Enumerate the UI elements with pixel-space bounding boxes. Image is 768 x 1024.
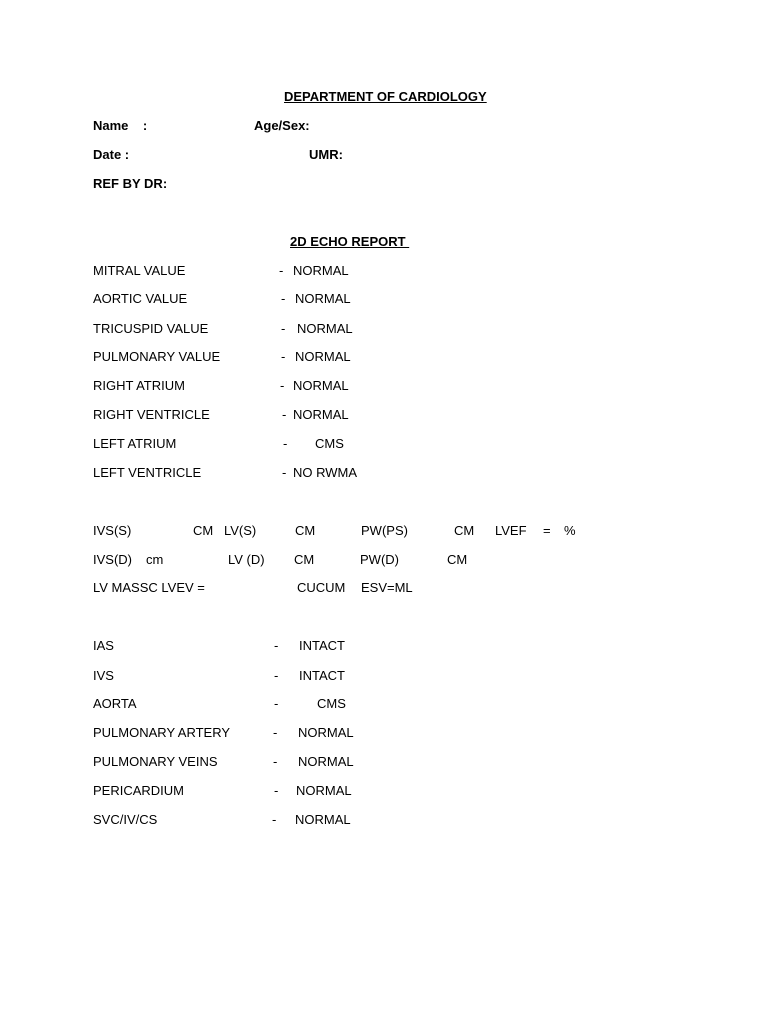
valve-dash: - <box>282 465 287 480</box>
structure-value: NORMAL <box>295 812 351 827</box>
esv-label: ESV=ML <box>361 580 413 595</box>
ivs-d-label: IVS(D) <box>93 552 132 567</box>
valve-value: NORMAL <box>297 321 353 336</box>
structure-dash: - <box>274 638 279 653</box>
umr-label: UMR: <box>309 147 343 162</box>
valve-dash: - <box>282 407 287 422</box>
valve-dash: - <box>279 263 284 278</box>
ref-by-dr-label: REF BY DR: <box>93 176 168 191</box>
structure-value: NORMAL <box>298 754 354 769</box>
lvef-label: LVEF <box>495 523 527 538</box>
structure-label: IVS <box>93 668 114 683</box>
valve-label: LEFT ATRIUM <box>93 436 177 451</box>
valve-label: LEFT VENTRICLE <box>93 465 202 480</box>
valve-dash: - <box>281 291 286 306</box>
structure-dash: - <box>274 783 279 798</box>
valve-value: NORMAL <box>295 291 351 306</box>
valve-label: PULMONARY VALUE <box>93 349 221 364</box>
valve-label: AORTIC VALUE <box>93 291 188 306</box>
age-sex-label: Age/Sex: <box>254 118 310 133</box>
structure-label: PULMONARY VEINS <box>93 754 218 769</box>
department-title: DEPARTMENT OF CARDIOLOGY <box>284 89 487 104</box>
valve-value: NORMAL <box>293 263 349 278</box>
valve-label: RIGHT ATRIUM <box>93 378 185 393</box>
valve-value: NO RWMA <box>293 465 358 480</box>
structure-value: CMS <box>317 696 346 711</box>
structure-value: NORMAL <box>296 783 352 798</box>
structure-dash: - <box>274 668 279 683</box>
valve-value: CMS <box>315 436 344 451</box>
structure-label: PULMONARY ARTERY <box>93 725 231 740</box>
structure-label: SVC/IV/CS <box>93 812 158 827</box>
unit-cm: CM <box>193 523 214 538</box>
structure-label: PERICARDIUM <box>93 783 185 798</box>
valve-label: MITRAL VALUE <box>93 263 186 278</box>
date-label: Date : <box>93 147 130 162</box>
valve-value: NORMAL <box>295 349 351 364</box>
structure-dash: - <box>272 812 277 827</box>
equals-sign: = <box>543 523 551 538</box>
unit-cm: CM <box>447 552 468 567</box>
structure-dash: - <box>273 725 278 740</box>
ivs-s-label: IVS(S) <box>93 523 132 538</box>
structure-value: INTACT <box>299 638 345 653</box>
structure-label: IAS <box>93 638 114 653</box>
structure-label: AORTA <box>93 696 137 711</box>
valve-label: TRICUSPID VALUE <box>93 321 209 336</box>
valve-dash: - <box>280 378 285 393</box>
valve-dash: - <box>281 321 286 336</box>
structure-value: NORMAL <box>298 725 354 740</box>
valve-value: NORMAL <box>293 378 349 393</box>
unit-cm: CM <box>454 523 475 538</box>
lv-mass-label: LV MASSC LVEV = <box>93 580 205 595</box>
valve-value: NORMAL <box>293 407 349 422</box>
valve-dash: - <box>281 349 286 364</box>
lv-d-label: LV (D) <box>228 552 265 567</box>
percent-sign: % <box>564 523 576 538</box>
cucum-unit: CUCUM <box>297 580 346 595</box>
pw-d-label: PW(D) <box>360 552 399 567</box>
structure-value: INTACT <box>299 668 345 683</box>
valve-label: RIGHT VENTRICLE <box>93 407 210 422</box>
unit-cm: CM <box>294 552 315 567</box>
lv-s-label: LV(S) <box>224 523 257 538</box>
unit-cm-lower: cm <box>146 552 164 567</box>
structure-dash: - <box>274 696 279 711</box>
unit-cm: CM <box>295 523 316 538</box>
structure-dash: - <box>273 754 278 769</box>
report-title: 2D ECHO REPORT <box>290 234 410 249</box>
name-label: Name : <box>93 118 148 133</box>
valve-dash: - <box>283 436 288 451</box>
pw-ps-label: PW(PS) <box>361 523 408 538</box>
